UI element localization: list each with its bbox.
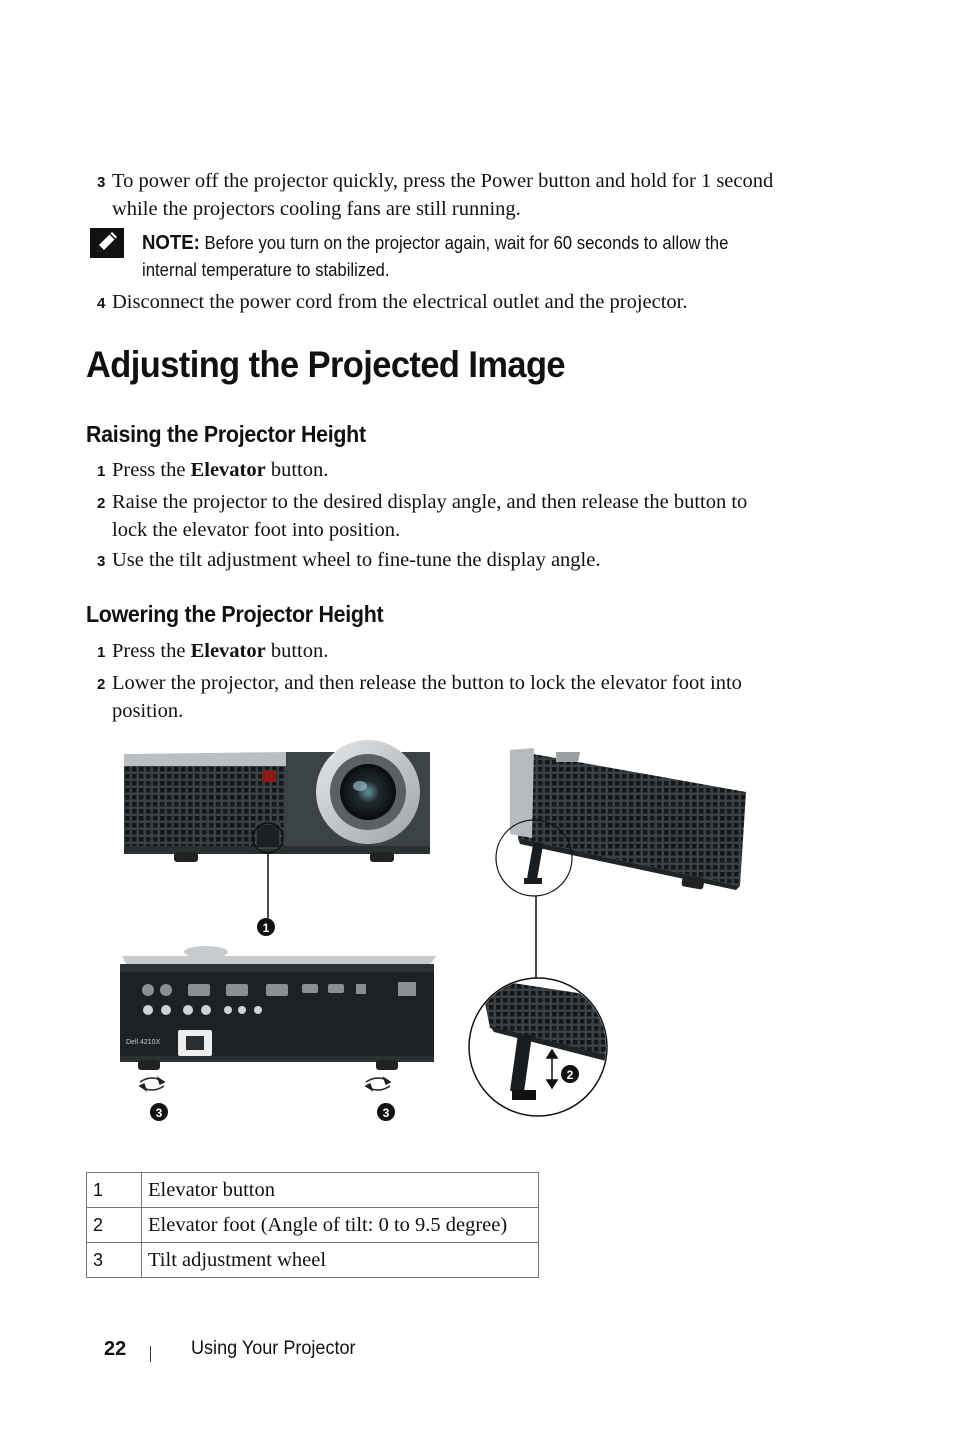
section-title-raise: Raising the Projector Height bbox=[86, 421, 366, 447]
elevator-foot-zoom bbox=[469, 978, 610, 1116]
legend-number: 3 bbox=[87, 1243, 142, 1278]
callout-3-right bbox=[377, 1103, 395, 1121]
step-number: 2 bbox=[97, 495, 106, 512]
raise-step-2 bbox=[97, 489, 827, 543]
note-box bbox=[90, 228, 830, 280]
legend-table bbox=[86, 1172, 539, 1278]
legend-label: Elevator button bbox=[142, 1173, 539, 1208]
step-number: 2 bbox=[97, 676, 106, 693]
note-label: NOTE: bbox=[142, 232, 200, 254]
note-body-continued: internal temperature to stabilized. bbox=[142, 260, 390, 280]
step-text: Press the bbox=[112, 640, 191, 662]
raise-step-1 bbox=[97, 457, 827, 485]
callout-1 bbox=[257, 918, 275, 936]
callout-1-label: 1 bbox=[262, 921, 270, 935]
note-text bbox=[142, 230, 784, 284]
callout-3-left-label: 3 bbox=[155, 1106, 163, 1120]
table-row bbox=[87, 1208, 539, 1243]
step-text: Raise the projector to the desired display angle, and then release the button to bbox=[112, 491, 748, 513]
step-text-end: button. bbox=[265, 459, 329, 481]
step-text-continued: while the projectors cooling fans are still running. bbox=[112, 198, 521, 220]
projector-front-view bbox=[124, 740, 430, 918]
legend-number: 1 bbox=[87, 1173, 142, 1208]
model-label: Dell 4210X bbox=[126, 1039, 161, 1046]
legend-label: Tilt adjustment wheel bbox=[142, 1243, 539, 1278]
step-number: 3 bbox=[97, 553, 106, 570]
step-number: 1 bbox=[97, 463, 106, 480]
raise-step-3 bbox=[97, 547, 827, 575]
step-text-continued: lock the elevator foot into position. bbox=[112, 519, 401, 541]
note-body: Before you turn on the projector again, wait for 60 seconds to allow the bbox=[199, 233, 729, 253]
table-row bbox=[87, 1243, 539, 1278]
lower-step-2 bbox=[97, 670, 827, 724]
legend-number: 2 bbox=[87, 1208, 142, 1243]
step-number: 1 bbox=[97, 644, 106, 661]
projector-rear-view bbox=[120, 946, 436, 1090]
step-text-end: button. bbox=[265, 640, 329, 662]
lower-step-1 bbox=[97, 638, 827, 666]
projector-side-view bbox=[496, 748, 746, 978]
page-number: 22 bbox=[104, 1338, 127, 1360]
note-pencil-icon bbox=[90, 228, 124, 258]
legend-label: Elevator foot (Angle of tilt: 0 to 9.5 degree) bbox=[142, 1208, 539, 1243]
step-text: Use the tilt adjustment wheel to fine-tune the display angle. bbox=[112, 549, 601, 571]
callout-3-left bbox=[150, 1103, 168, 1121]
projector-figure bbox=[110, 738, 770, 1128]
step-disconnect bbox=[97, 289, 827, 317]
step-text: Press the bbox=[112, 459, 191, 481]
table-row bbox=[87, 1173, 539, 1208]
step-text: Lower the projector, and then release the button to lock the elevator foot into bbox=[112, 672, 742, 694]
step-number: 3 bbox=[97, 174, 106, 191]
step-text-continued: position. bbox=[112, 700, 184, 722]
elevator-term: Elevator bbox=[190, 640, 266, 662]
page-title: Adjusting the Projected Image bbox=[86, 344, 566, 385]
tilt-wheel-arrows-left bbox=[140, 1078, 164, 1090]
footer-divider bbox=[150, 1346, 151, 1362]
step-text: Disconnect the power cord from the electrical outlet and the projector. bbox=[112, 291, 688, 313]
step-power-off bbox=[97, 168, 827, 222]
callout-3-right-label: 3 bbox=[382, 1106, 390, 1120]
tilt-wheel-arrows-right bbox=[366, 1078, 390, 1090]
section-title-lower: Lowering the Projector Height bbox=[86, 601, 384, 627]
elevator-term: Elevator bbox=[190, 459, 266, 481]
step-text: To power off the projector quickly, press the Power button and hold for 1 second bbox=[112, 170, 774, 192]
callout-2-label: 2 bbox=[566, 1068, 574, 1082]
step-number: 4 bbox=[97, 295, 106, 312]
footer-section-title: Using Your Projector bbox=[191, 1338, 356, 1359]
